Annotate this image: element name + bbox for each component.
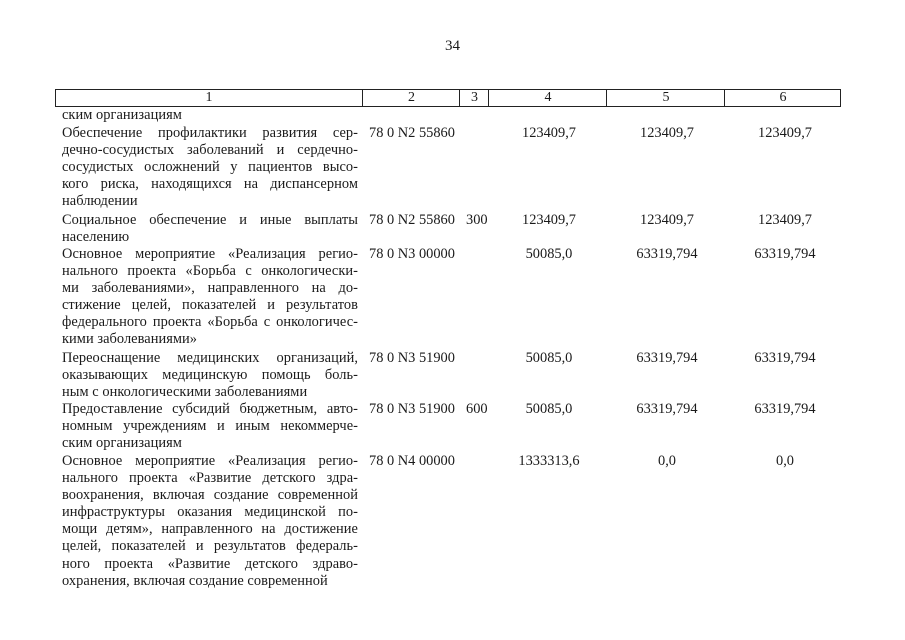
description-line: Основное мероприятие «Реализация регио- <box>62 246 358 262</box>
description-line: дечно-сосудистых заболеваний и сердечно- <box>62 142 358 159</box>
row-amount-col-6: 123409,7 <box>758 125 812 141</box>
row-code: 78 0 N3 00000 <box>369 246 455 262</box>
row-expense-type: 300 <box>466 212 488 228</box>
description-line: мощи детям», направленного на достижение <box>62 521 358 538</box>
header-col-4: 4 <box>488 90 607 106</box>
description-line: Социальное обеспечение и иные выплаты <box>62 212 358 228</box>
row-amount-col-4: 123409,7 <box>522 212 576 228</box>
row-amount-col-4: 50085,0 <box>525 401 573 417</box>
description-line: сосудистых осложнений у пациентов высо- <box>62 159 358 176</box>
description-line: ским организациям <box>62 107 182 123</box>
description-line: Основное мероприятие «Реализация регио- <box>62 453 358 469</box>
row-code: 78 0 N2 55860 <box>369 125 455 141</box>
row-amount-col-5: 63319,794 <box>636 401 698 417</box>
row-description <box>62 125 358 210</box>
row-description <box>62 401 358 452</box>
description-line: кого риска, находящихся на диспансерном <box>62 176 358 193</box>
description-line: ного проекта «Развитие детского здраво- <box>62 555 358 572</box>
description-line: стижение целей, показателей и результатов <box>62 297 358 314</box>
description-line: инфраструктуры оказания медицинской по- <box>62 504 358 521</box>
description-line: воохранения, включая создание современной <box>62 487 358 504</box>
row-amount-col-6: 63319,794 <box>754 350 816 366</box>
row-amount-col-4: 1333313,6 <box>518 453 580 469</box>
row-amount-col-6: 63319,794 <box>754 246 816 262</box>
description-line: нального проекта «Развитие детского здра- <box>62 470 358 487</box>
row-amount-col-6: 0,0 <box>776 453 794 469</box>
description-line: кими заболеваниями» <box>62 331 198 348</box>
row-expense-type: 600 <box>466 401 488 417</box>
description-line: нального проекта «Борьба с онкологически- <box>62 263 358 280</box>
row-amount-col-4: 50085,0 <box>525 246 573 262</box>
description-line: ским организациям <box>62 435 182 452</box>
row-amount-col-5: 123409,7 <box>640 125 694 141</box>
description-line: ным с онкологическими заболеваниями <box>62 384 308 401</box>
row-description <box>62 453 358 590</box>
row-code: 78 0 N2 55860 <box>369 212 455 228</box>
row-description <box>62 107 358 124</box>
description-line: Переоснащение медицинских организаций, <box>62 350 358 366</box>
row-description <box>62 350 358 401</box>
row-amount-col-6: 63319,794 <box>754 401 816 417</box>
row-description <box>62 212 358 246</box>
row-amount-col-6: 123409,7 <box>758 212 812 228</box>
row-code: 78 0 N3 51900 <box>369 401 455 417</box>
description-line: целей, показателей и результатов федераль- <box>62 538 358 555</box>
description-line: охранения, включая создание современной <box>62 572 328 589</box>
description-line: ми заболеваниями», направленного на до- <box>62 280 358 297</box>
description-line: номным учреждениям и иным некоммерче- <box>62 418 358 435</box>
row-amount-col-5: 0,0 <box>658 453 676 469</box>
description-line: наблюдении <box>62 193 138 210</box>
row-amount-col-5: 63319,794 <box>636 350 698 366</box>
row-description <box>62 246 358 349</box>
row-code: 78 0 N3 51900 <box>369 350 455 366</box>
row-amount-col-4: 50085,0 <box>525 350 573 366</box>
description-line: Обеспечение профилактики развития сер- <box>62 125 358 141</box>
row-amount-col-5: 123409,7 <box>640 212 694 228</box>
row-amount-col-5: 63319,794 <box>636 246 698 262</box>
description-line: населению <box>62 229 130 246</box>
description-line: Предоставление субсидий бюджетным, авто- <box>62 401 358 417</box>
row-amount-col-4: 123409,7 <box>522 125 576 141</box>
header-col-3: 3 <box>459 90 489 106</box>
page-number: 34 <box>445 38 460 54</box>
header-col-5: 5 <box>606 90 725 106</box>
row-code: 78 0 N4 00000 <box>369 453 455 469</box>
header-col-1: 1 <box>205 90 213 105</box>
header-col-2: 2 <box>362 90 460 106</box>
description-line: оказывающих медицинскую помощь боль- <box>62 367 358 384</box>
header-col-6: 6 <box>724 90 841 106</box>
description-line: федерального проекта «Борьба с онкологичес- <box>62 314 358 331</box>
